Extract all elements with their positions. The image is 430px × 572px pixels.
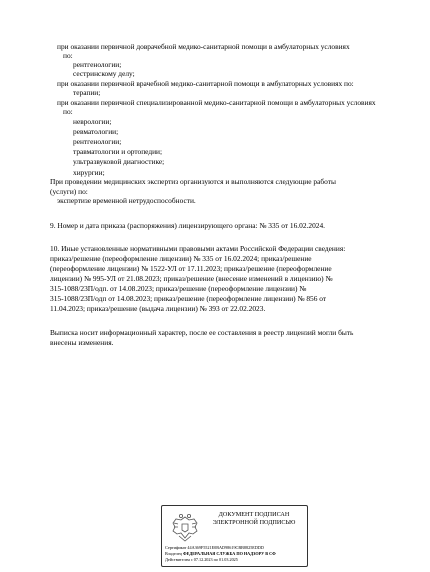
stamp-validity <box>165 557 238 562</box>
text-line: по: <box>63 107 73 116</box>
text-line: При проведении медицинских экспертиз организуются и выполняются следующие работы <box>50 177 336 186</box>
stamp-heading: ЭЛЕКТРОННОЙ ПОДПИСЬЮ <box>212 519 296 526</box>
electronic-signature-stamp <box>161 505 308 567</box>
stamp-value: с 07.12.2023 по 01.03.2025 <box>190 557 238 562</box>
text-line: (услуги) по: <box>50 187 88 196</box>
section-9: 9. Номер и дата приказа (распоряжения) лицензирующего органа: № 335 от 16.02.2024. <box>50 221 326 230</box>
list-item: терапии; <box>73 88 101 97</box>
list-item: экспертизе временной нетрудоспособности. <box>57 196 196 205</box>
text-line: при оказании первичной специализированной медико-санитарной помощи в амбулаторных условиях <box>57 98 376 107</box>
text-line: (переоформление лицензии) № 1522-УЛ от 17.11.2023; приказ/решение (переоформление <box>50 264 332 273</box>
disclaimer-line: внесены изменения. <box>50 338 114 347</box>
list-item: травматологии и ортопедии; <box>73 147 163 156</box>
list-item: рентгенологии; <box>73 137 122 146</box>
stamp-heading: ДОКУМЕНТ ПОДПИСАН <box>218 511 290 518</box>
stamp-label: Действителен <box>165 557 190 562</box>
text-line: 11.04.2023; приказ/решение (выдача лицензии) № 393 от 22.02.2023. <box>50 304 266 313</box>
text-line: при оказании первичной доврачебной медико-санитарной помощи в амбулаторных условиях <box>57 42 350 51</box>
text-line: 315-1088/23П/одп от 14.08.2023; приказ/решение (переоформление лицензии) № 856 от <box>50 294 327 303</box>
text-line: при оказании первичной врачебной медико-санитарной помощи в амбулаторных условиях по: <box>57 79 354 88</box>
list-item: сестринскому делу; <box>73 69 135 78</box>
stamp-value: ФЕДЕРАЛЬНАЯ СЛУЖБА ПО НАДЗОРУ В СФ <box>182 551 276 556</box>
text-line: лицензии) № 995-УЛ от 21.08.2023; приказ/решение (внесение изменений в лицензию) № <box>50 274 333 283</box>
stamp-certificate <box>165 545 264 550</box>
text-line: по: <box>63 51 73 60</box>
text-line: приказ/решение (переоформление лицензии) № 335 от 16.02.2024; приказ/решение <box>50 254 312 263</box>
stamp-value: 44A369F5521E0BAD98619CBB8825EDDD <box>187 545 264 550</box>
list-item: рентгенологии; <box>73 60 122 69</box>
list-item: ультразвуковой диагностике; <box>73 157 165 166</box>
list-item: хирургии; <box>73 168 105 177</box>
stamp-owner <box>165 551 276 556</box>
list-item: ревматологии; <box>73 127 119 136</box>
list-item: неврологии; <box>73 117 112 126</box>
section-10-heading: 10. Иные установленные нормативными правовыми актами Российской Федерации сведения: <box>50 244 346 253</box>
state-emblem-icon <box>170 512 200 544</box>
stamp-label: Владелец <box>165 551 182 556</box>
text-line: 315-1088/23П/одп. от 14.08.2023; приказ/решение (переоформление лицензии) № <box>50 284 307 293</box>
stamp-label: Сертификат <box>165 545 187 550</box>
disclaimer-line: Выписка носит информационный характер, после ее составления в реестр лицензий могли быть <box>50 328 354 337</box>
